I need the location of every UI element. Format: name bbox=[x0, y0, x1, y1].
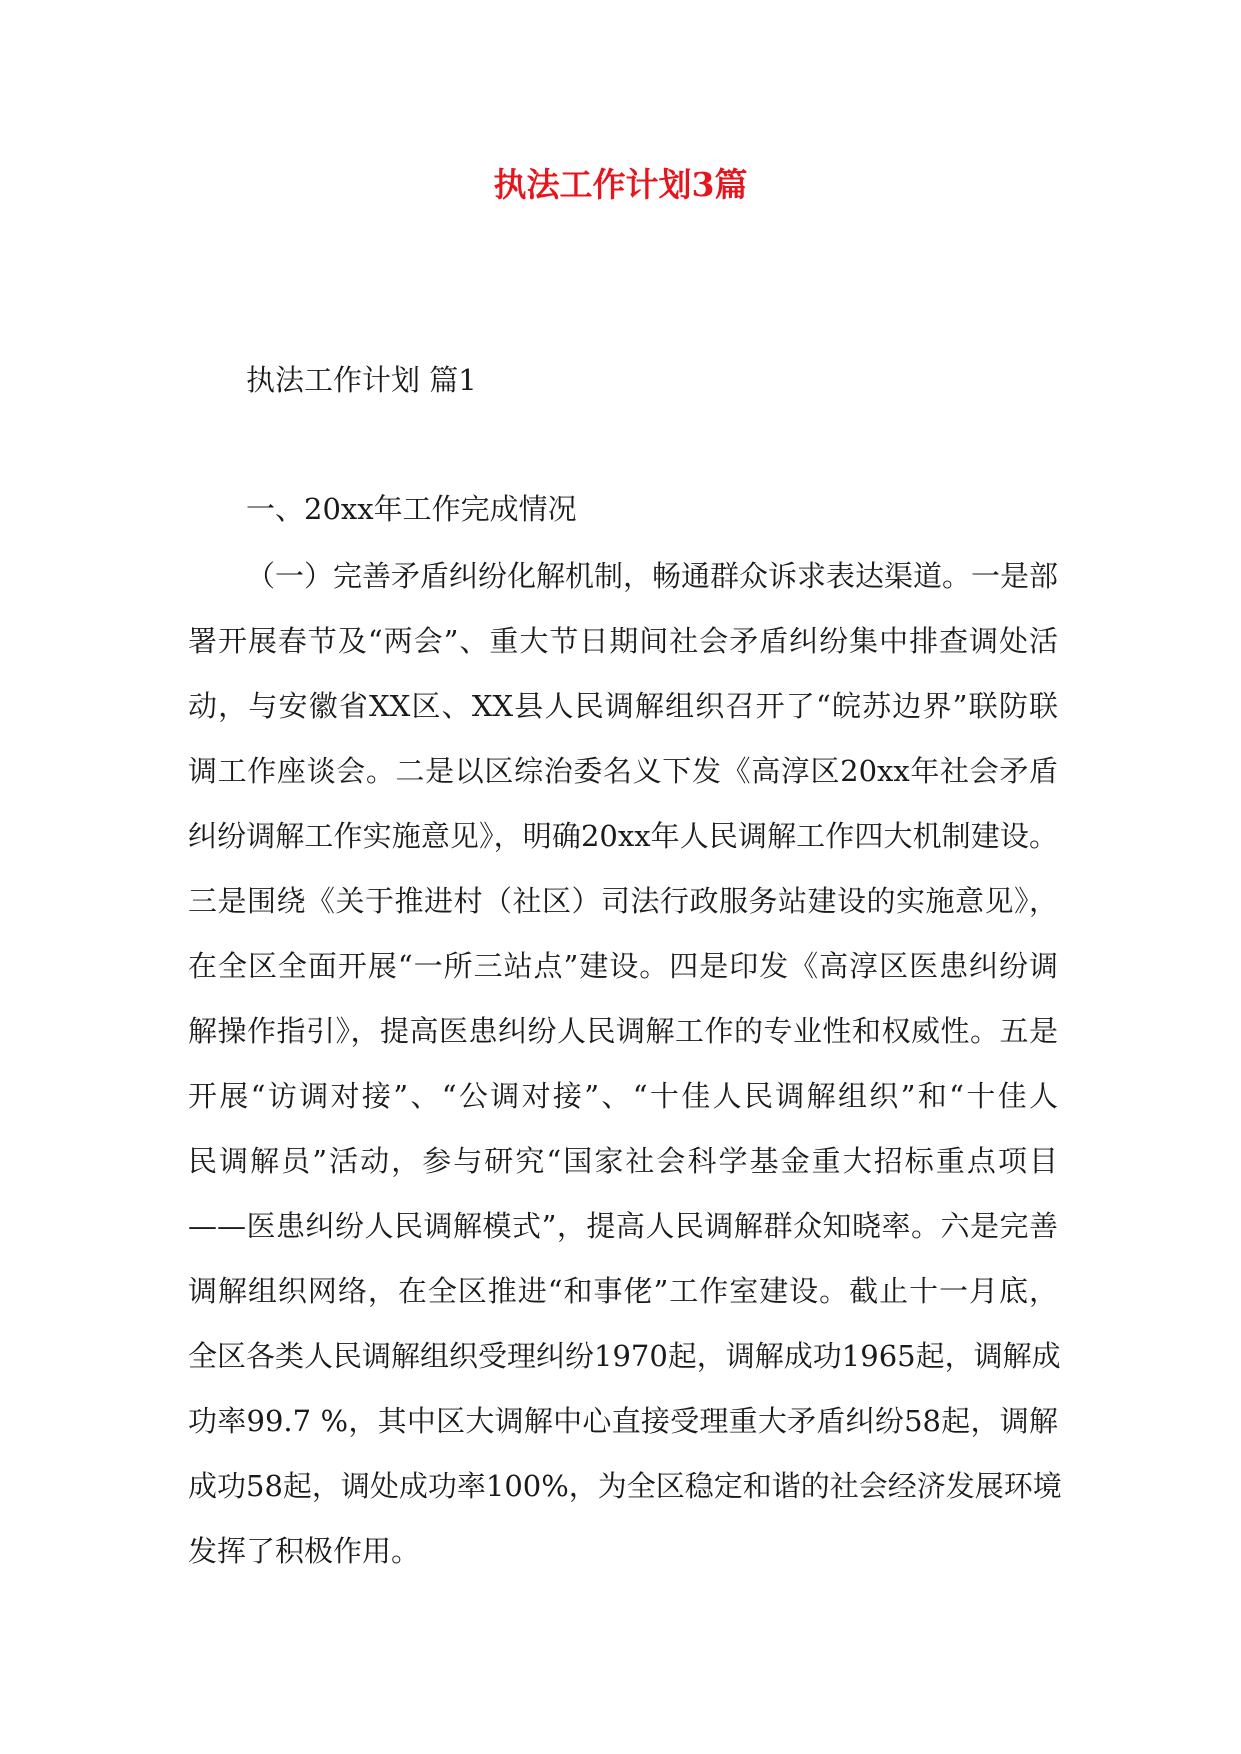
paragraph-line: 解操作指引》，提高医患纠纷人民调解工作的专业性和权威性。五是 bbox=[188, 1014, 1058, 1048]
document-title: 执法工作计划3篇 bbox=[493, 165, 748, 204]
paragraph-line: 功率99.7 %，其中区大调解中心直接受理重大矛盾纠纷58起，调解 bbox=[188, 1404, 1058, 1438]
paragraph-line: 民调解员”活动，参与研究“国家社会科学基金重大招标重点项目 bbox=[188, 1144, 1058, 1178]
subsection-heading: 一、20xx年工作完成情况 bbox=[246, 492, 577, 526]
paragraph-line: 调工作座谈会。二是以区综治委名义下发《高淳区20xx年社会矛盾 bbox=[188, 754, 1058, 788]
paragraph-line: 调解组织网络，在全区推进“和事佬”工作室建设。截止十一月底， bbox=[188, 1274, 1058, 1308]
paragraph-line: 纠纷调解工作实施意见》，明确20xx年人民调解工作四大机制建设。 bbox=[188, 819, 1058, 853]
paragraph-line: 成功58起，调处成功率100%，为全区稳定和谐的社会经济发展环境 bbox=[188, 1469, 1062, 1503]
paragraph-line: 全区各类人民调解组织受理纠纷1970起，调解成功1965起，调解成 bbox=[188, 1339, 1061, 1373]
section-heading: 执法工作计划 篇1 bbox=[246, 363, 477, 397]
paragraph-line: 三是围绕《关于推进村（社区）司法行政服务站建设的实施意见》， bbox=[188, 884, 1058, 918]
body-paragraph bbox=[188, 544, 1062, 1584]
paragraph-line: 动，与安徽省XX区、XX县人民调解组织召开了“皖苏边界”联防联 bbox=[188, 689, 1058, 723]
paragraph-line: ——医患纠纷人民调解模式”，提高人民调解群众知晓率。六是完善 bbox=[188, 1209, 1058, 1243]
paragraph-line: 发挥了积极作用。 bbox=[188, 1534, 421, 1568]
paragraph-line: 署开展春节及“两会”、重大节日期间社会矛盾纠纷集中排查调处活 bbox=[188, 624, 1058, 658]
paragraph-line: （一）完善矛盾纠纷化解机制，畅通群众诉求表达渠道。一是部 bbox=[246, 559, 1059, 593]
paragraph-line: 在全区全面开展“一所三站点”建设。四是印发《高淳区医患纠纷调 bbox=[188, 949, 1058, 983]
paragraph-line: 开展“访调对接”、“公调对接”、“十佳人民调解组织”和“十佳人 bbox=[188, 1079, 1058, 1113]
